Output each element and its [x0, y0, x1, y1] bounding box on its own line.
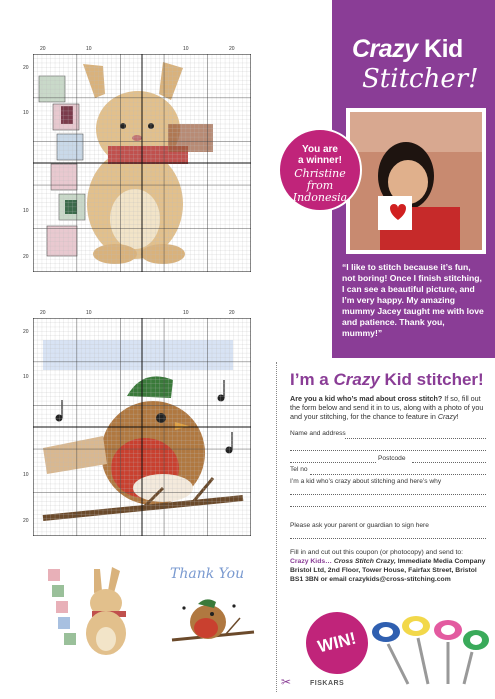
thank-you-text: Thank You [170, 566, 245, 582]
winner-photo [346, 108, 486, 254]
form-intro-mag: Crazy [437, 412, 457, 422]
chart2-axis-top-label: 20 [229, 310, 235, 316]
winner-quote: “I like to stitch because it’s fun, not boring! Once I finish stitching, I can see a beautiful picture, and I’m very happy. My amazing mummy Jacey taught me with love and patience. Thank you, mummy!” [342, 262, 484, 338]
robin-chart-grid [33, 318, 251, 536]
chart2-axis-top-label: 10 [86, 310, 92, 316]
chart1-axis-top-label: 10 [86, 46, 92, 52]
coupon-to: Crazy Kids… [290, 558, 332, 565]
chart2-axis-left-label: 10 [23, 472, 29, 478]
postcode-label: Postcode [378, 455, 406, 462]
fiskars-logo: FISKARS [310, 680, 345, 687]
title-crazy: Crazy [352, 35, 418, 63]
form-intro-rest: If so, fill out the form below and send it in to us, along with a photo of you and your stitching, for the chance to feature in [290, 394, 484, 422]
name-address-label: Name and address [290, 430, 346, 437]
badge-line-2: a winner! [298, 155, 342, 166]
panel-title [352, 35, 463, 64]
chart2-axis-left-label: 20 [23, 518, 29, 524]
title-kid: Kid [417, 35, 463, 63]
address-field-line[interactable] [290, 450, 486, 451]
cut-line [276, 362, 277, 692]
robin-thumbnail [160, 566, 260, 658]
cross-stitch-chart-robin [33, 318, 251, 536]
signature-field[interactable] [290, 538, 486, 539]
form-intro-bold: Are you a kid who’s mad about cross stitch? [290, 394, 443, 403]
why-field-line-2[interactable] [290, 506, 486, 507]
chart1-axis-left-label: 10 [23, 208, 29, 214]
scissors-image [368, 610, 493, 690]
chart2-axis-top-label: 10 [183, 310, 189, 316]
coupon-instructions [290, 548, 486, 584]
why-field-line-1[interactable] [290, 494, 486, 495]
postcode-field[interactable] [412, 462, 486, 463]
chart2-axis-left-label: 10 [23, 374, 29, 380]
winner-badge [278, 128, 362, 212]
coupon-mag: Cross Stitch Crazy, [331, 558, 396, 565]
bunny-thumbnail [42, 563, 142, 659]
tel-field[interactable] [310, 474, 486, 475]
chart1-axis-top-label: 20 [229, 46, 235, 52]
chart1-axis-left-label: 20 [23, 254, 29, 260]
coupon-address: Immediate Media Company Bristol Ltd, 2nd Floor, Tower House, Fairfax Street, Bristol BS1 3BN or email crazykids@cross-stitching.com [290, 558, 486, 583]
badge-from: from [306, 179, 334, 192]
form-intro [290, 394, 486, 422]
scissors-cut-icon: ✂ [281, 675, 292, 689]
form-title [290, 370, 484, 390]
chart1-axis-top-label: 20 [40, 46, 46, 52]
sign-label: Please ask your parent or guardian to sign here [290, 522, 429, 529]
form-title-crazy: Crazy [333, 370, 380, 389]
coupon-intro: Fill in and cut out this coupon (or photocopy) and send to: [290, 549, 464, 556]
win-badge: WIN! [299, 605, 374, 680]
name-address-field[interactable] [345, 438, 486, 439]
address-field-line-2[interactable] [290, 462, 376, 463]
badge-name: Christine [294, 167, 346, 180]
chart1-axis-left-label: 10 [23, 110, 29, 116]
badge-country: Indonesia [292, 191, 348, 204]
form-title-post: Kid stitcher! [379, 370, 484, 389]
chart2-axis-left-label: 20 [23, 329, 29, 335]
form-intro-end: ! [456, 412, 459, 422]
chart1-axis-top-label: 10 [183, 46, 189, 52]
chart2-axis-top-label: 20 [40, 310, 46, 316]
bunny-chart-grid [33, 54, 251, 272]
why-label: I’m a kid who’s crazy about stitching and here’s why [290, 478, 442, 485]
panel-title-stitcher: Stitcher! [362, 64, 479, 94]
tel-label: Tel no [290, 466, 308, 473]
chart1-axis-left-label: 20 [23, 65, 29, 71]
form-title-pre: I’m a [290, 370, 334, 389]
cross-stitch-chart-bunny [33, 54, 251, 272]
badge-line-1: You are [302, 144, 338, 155]
